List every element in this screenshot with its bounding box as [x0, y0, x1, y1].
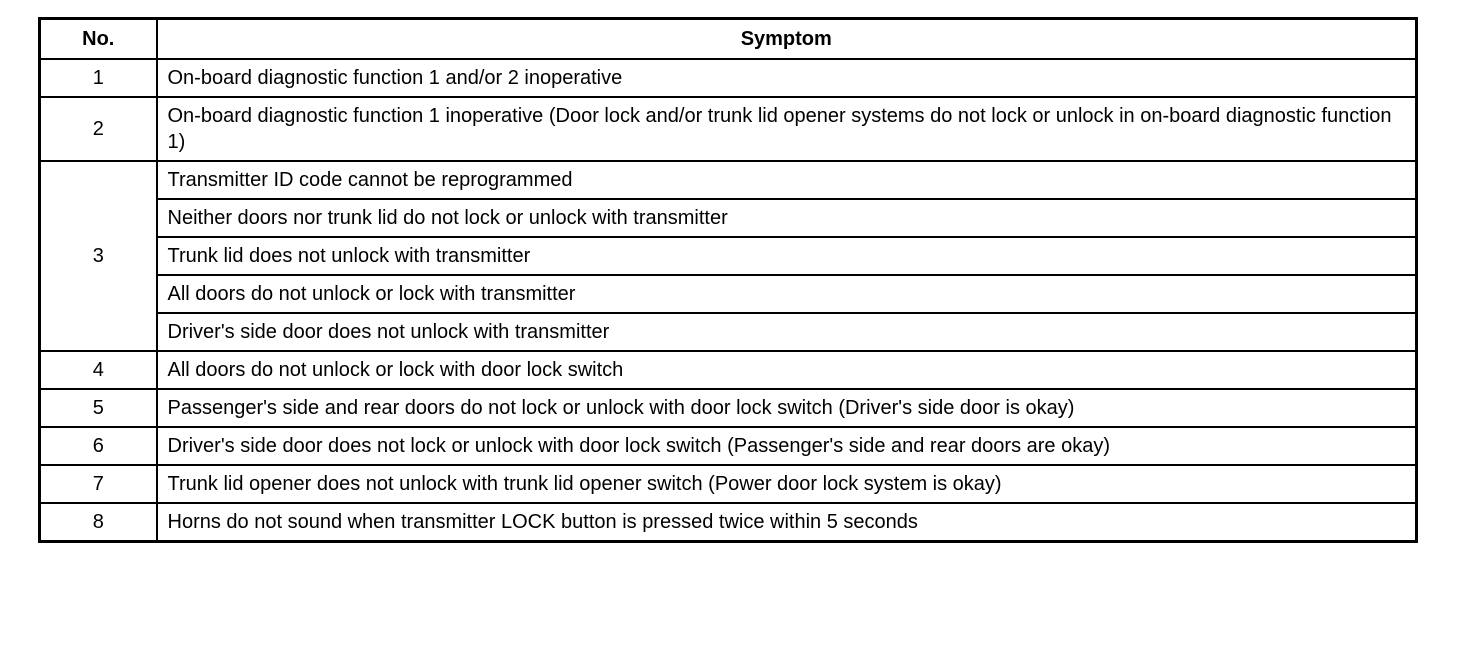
- symptom-cell: Horns do not sound when transmitter LOCK button is pressed twice within 5 seconds: [157, 503, 1417, 542]
- row-number: 2: [40, 97, 157, 161]
- header-no: No.: [40, 19, 157, 60]
- row-number: 1: [40, 59, 157, 97]
- row-number: 6: [40, 427, 157, 465]
- table-row: [40, 351, 1417, 389]
- symptom-cell: On-board diagnostic function 1 and/or 2 inoperative: [157, 59, 1417, 97]
- table-row: [40, 97, 1417, 161]
- symptom-cell: All doors do not unlock or lock with door lock switch: [157, 351, 1417, 389]
- table-row: [40, 427, 1417, 465]
- symptom-cell: Passenger's side and rear doors do not lock or unlock with door lock switch (Driver's side door is okay): [157, 389, 1417, 427]
- row-number: 3: [40, 161, 157, 351]
- row-number: 8: [40, 503, 157, 542]
- symptom-cell: Driver's side door does not lock or unlock with door lock switch (Passenger's side and rear doors are okay): [157, 427, 1417, 465]
- symptom-cell: Driver's side door does not unlock with transmitter: [157, 313, 1417, 351]
- symptom-cell: Trunk lid does not unlock with transmitter: [157, 237, 1417, 275]
- symptom-cell: On-board diagnostic function 1 inoperative (Door lock and/or trunk lid opener systems do not lock or unlock in on-board diagnostic function 1): [157, 97, 1417, 161]
- table-row: [40, 275, 1417, 313]
- symptom-table: [38, 17, 1418, 543]
- row-number: 5: [40, 389, 157, 427]
- header-symptom: Symptom: [157, 19, 1417, 60]
- symptom-cell: Trunk lid opener does not unlock with trunk lid opener switch (Power door lock system is okay): [157, 465, 1417, 503]
- table-row: [40, 199, 1417, 237]
- table-row: [40, 237, 1417, 275]
- row-number: 7: [40, 465, 157, 503]
- table-row: [40, 465, 1417, 503]
- table-row: [40, 59, 1417, 97]
- table-row: [40, 389, 1417, 427]
- symptom-cell: Transmitter ID code cannot be reprogrammed: [157, 161, 1417, 199]
- row-number: 4: [40, 351, 157, 389]
- table-header-row: [40, 19, 1417, 60]
- symptom-cell: All doors do not unlock or lock with transmitter: [157, 275, 1417, 313]
- table-row: [40, 313, 1417, 351]
- table-row: [40, 161, 1417, 199]
- symptom-cell: Neither doors nor trunk lid do not lock or unlock with transmitter: [157, 199, 1417, 237]
- table-row: [40, 503, 1417, 542]
